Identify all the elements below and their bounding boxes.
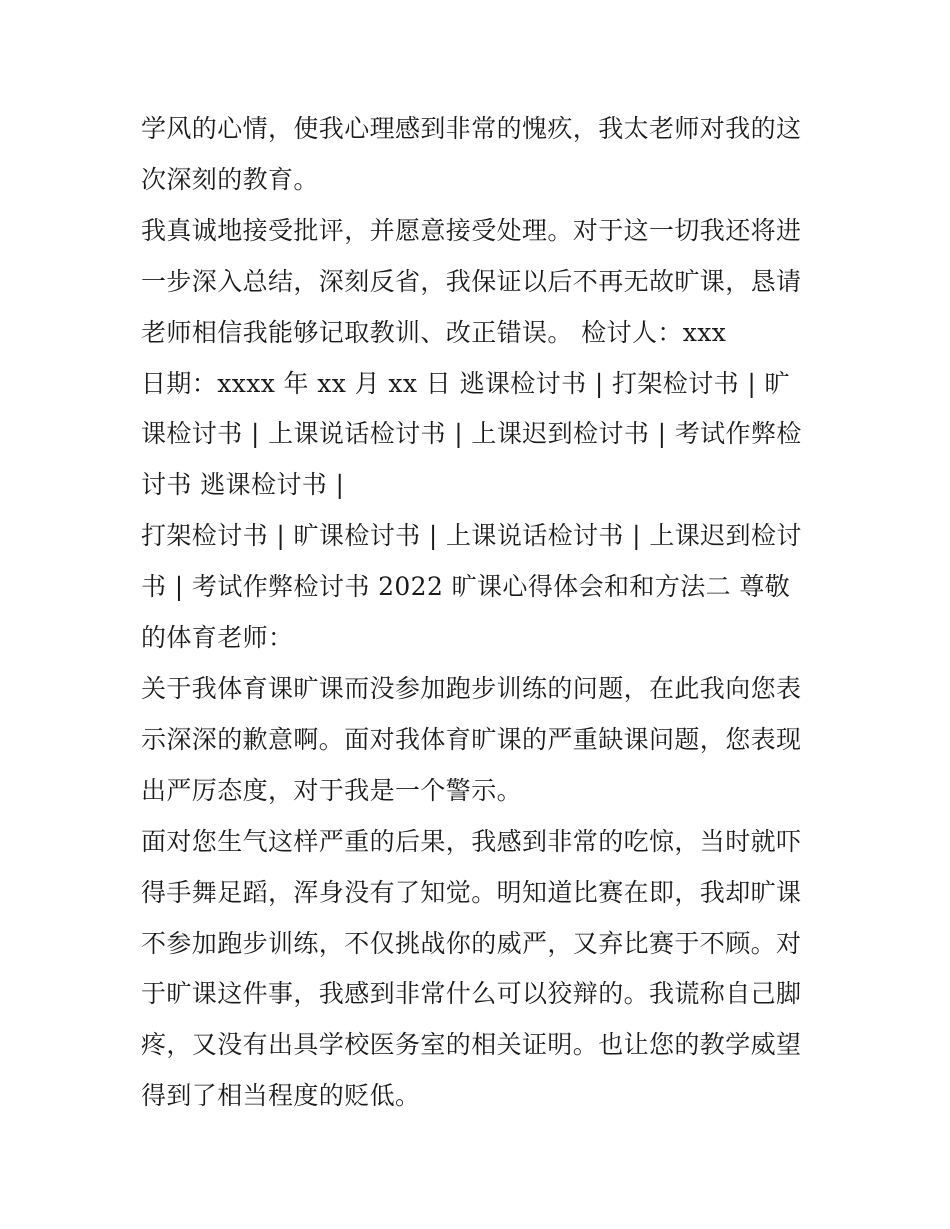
paragraph: 我真诚地接受批评，并愿意接受处理。对于这一切我还将进一步深入总结，深刻反省，我保证以后不再无故旷课，恳请老师相信我能够记取教训、改正错误。 检讨人：xxx <box>141 215 802 347</box>
paragraph: 面对您生气这样严重的后果，我感到非常的吃惊，当时就吓得手舞足蹈，浑身没有了知觉。明知道比赛在即，我却旷课不参加跑步训练，不仅挑战你的威严，又弃比赛于不顾。对于旷课这件事，我感到非常什么可以狡辩的。我谎称自己脚疼，又没有出具学校医务室的相关证明。也让您的教学威望得到了相当程度的贬低。 <box>141 826 802 1111</box>
paragraph: 学风的心情，使我心理感到非常的愧疚，我太老师对我的这次深刻的教育。 <box>141 114 802 194</box>
paragraph: 打架检讨书 | 旷课检讨书 | 上课说话检讨书 | 上课迟到检讨书 | 考试作弊检讨书 2022 旷课心得体会和和方法二 尊敬的体育老师： <box>141 521 802 653</box>
paragraph: 关于我体育课旷课而没参加跑步训练的问题，在此我向您表示深深的歉意啊。面对我体育旷课的严重缺课问题，您表现出严厉态度，对于我是一个警示。 <box>141 673 802 805</box>
paragraph: 日期：xxxx 年 xx 月 xx 日 逃课检讨书 | 打架检讨书 | 旷课检讨书 | 上课说话检讨书 | 上课迟到检讨书 | 考试作弊检讨书 逃课检讨书 | <box>141 368 802 500</box>
document-body <box>141 104 813 1122</box>
